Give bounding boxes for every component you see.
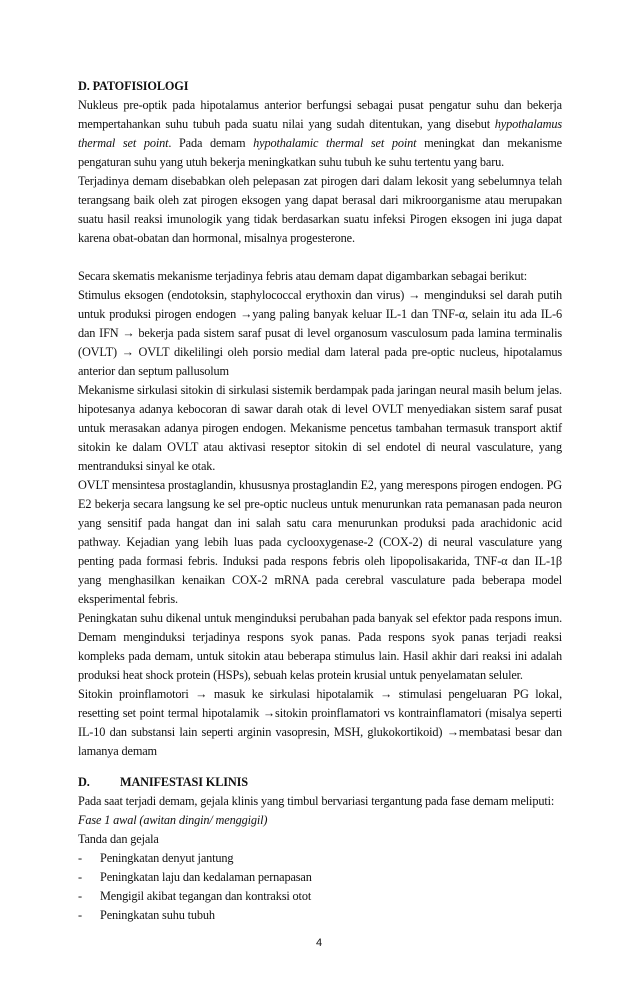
page-number: 4 bbox=[315, 937, 323, 949]
paragraph-skematis: Secara skematis mekanisme terjadinya febris atau demam dapat digambarkan sebagai berikut: bbox=[78, 269, 527, 283]
list-item-text: Mengigil akibat tegangan dan kontraksi otot bbox=[100, 889, 312, 903]
document-body bbox=[78, 77, 562, 925]
paragraph-manifestasi-intro: Pada saat terjadi demam, gejala klinis yang timbul bervariasi tergantung pada fase demam meliputi: bbox=[78, 794, 555, 808]
list-item bbox=[78, 849, 562, 868]
paragraph-setpoint bbox=[78, 96, 562, 172]
italic-term: hypothalamus thermal set point bbox=[78, 117, 562, 150]
signs-list bbox=[78, 849, 562, 925]
paragraph-sirkulasi-sitokin: Mekanisme sirkulasi sitokin di sirkulasi sistemik berdampak pada jaringan neural masih belum jelas. hipotesanya adanya kebocoran di sawar darah otak di level OVLT menyediakan sistem saraf pusat untuk merasakan adanya pirogen endogen. Mekanisme pencetus tambahan termasuk transport aktif sitokin ke dalam OVLT atau aktivasi reseptor sitokin di sel endotel di neural vasculature, yang mentranduksi sinyal ke otak. bbox=[78, 383, 562, 473]
list-item bbox=[78, 906, 562, 925]
signs-label: Tanda dan gejala bbox=[78, 832, 159, 846]
section-title: MANIFESTASI KLINIS bbox=[120, 775, 248, 789]
list-item-text: Peningkatan denyut jantung bbox=[100, 851, 234, 865]
list-item bbox=[78, 868, 562, 887]
dash-bullet: - bbox=[78, 908, 82, 922]
paragraph-stimulus: Stimulus eksogen (endotoksin, staphylococcal erythoxin dan virus) → menginduksi sel darah putih untuk produksi pirogen endogen →yang paling banyak keluar IL-1 dan TNF-α, selain itu ada IL-6 dan IFN → bekerja pada sistem saraf pusat di level organosum vasculosum pada lamina terminalis (OVLT) → OVLT dikelilingi oleh porsio medial dam lateral pada pre-optic nucleus, hipotalamus anterior dan septum pallusolum bbox=[78, 288, 562, 378]
dash-bullet: - bbox=[78, 889, 82, 903]
list-item-text: Peningkatan laju dan kedalaman pernapasan bbox=[100, 870, 312, 884]
section-number: D. bbox=[78, 775, 90, 789]
italic-term: hypothalamic thermal set point bbox=[253, 136, 417, 150]
paragraph-ovlt-prostaglandin: OVLT mensintesa prostaglandin, khususnya prostaglandin E2, yang merespons pirogen endogen. PG E2 bekerja secara langsung ke sel pre-optic nucleus untuk menurunkan rata pemanasan pada neuron yang sensitif pada hangat dan ini salah satu cara menurunkan produksi pada arachidonic acid pathway. Kejadian yang lebih luas pada cyclooxygenase-2 (COX-2) di neural vasculature yang penting pada formasi febris. Induksi pada respons febris oleh lipopolisakarida, TNF-α dan IL-1β yang menghasilkan kenaikan COX-2 mRNA pada cerebral vasculature pada beberapa model eksperimental febris. bbox=[78, 478, 562, 606]
section-heading-manifestasi bbox=[78, 773, 562, 792]
text-run: Nukleus pre-optik pada hipotalamus anterior berfungsi sebagai pusat pengatur suhu dan bekerja mempertahankan suhu tubuh pada suatu nilai yang sudah ditentukan, yang disebut bbox=[78, 98, 562, 131]
phase1-title: Fase 1 awal (awitan dingin/ menggigil) bbox=[78, 813, 268, 827]
text-run: meningkat dan mekanisme pengaturan suhu yang utuh bekerja meningkatkan suhu tubuh ke suhu tertentu yang baru. bbox=[78, 136, 562, 169]
dash-bullet: - bbox=[78, 851, 82, 865]
text-run: . Pada demam bbox=[168, 136, 254, 150]
dash-bullet: - bbox=[78, 870, 82, 884]
paragraph-sitokin-proinflamatori: Sitokin proinflamotori → masuk ke sirkulasi hipotalamik → stimulasi pengeluaran PG lokal, resetting set point termal hipotalamik →sitokin proinflamatori vs kontrainflamatori (misalya seperti IL-10 dan substansi lain seperti arginin vasopresin, MSH, glukokortikoid) →membatasi besar dan lamanya demam bbox=[78, 687, 562, 758]
paragraph-pirogen: Terjadinya demam disebabkan oleh pelepasan zat pirogen dari dalam lekosit yang sebelumnya telah terangsang baik oleh zat pirogen eksogen yang dapat berasal dari mikroorganisme atau merupakan suatu hasil reaksi imunologik yang tidak berdasarkan suatu infeksi Pirogen eksogen ini juga dapat karena obat-obatan dan hormonal, misalnya progesterone. bbox=[78, 174, 562, 245]
section-heading-patofisiologi: D. PATOFISIOLOGI bbox=[78, 79, 189, 93]
paragraph-heat-shock: Peningkatan suhu dikenal untuk menginduksi perubahan pada banyak sel efektor pada respons imun. Demam menginduksi terjadinya respons syok panas. Pada respons syok panas terjadi reaksi kompleks pada demam, untuk sitokin atau beberapa stimulus lain. Hasil akhir dari reaksi ini adalah produksi heat shock protein (HSPs), sebuah kelas protein krusial untuk penyelamatan seluler. bbox=[78, 611, 562, 682]
list-item bbox=[78, 887, 562, 906]
list-item-text: Peningkatan suhu tubuh bbox=[100, 908, 215, 922]
